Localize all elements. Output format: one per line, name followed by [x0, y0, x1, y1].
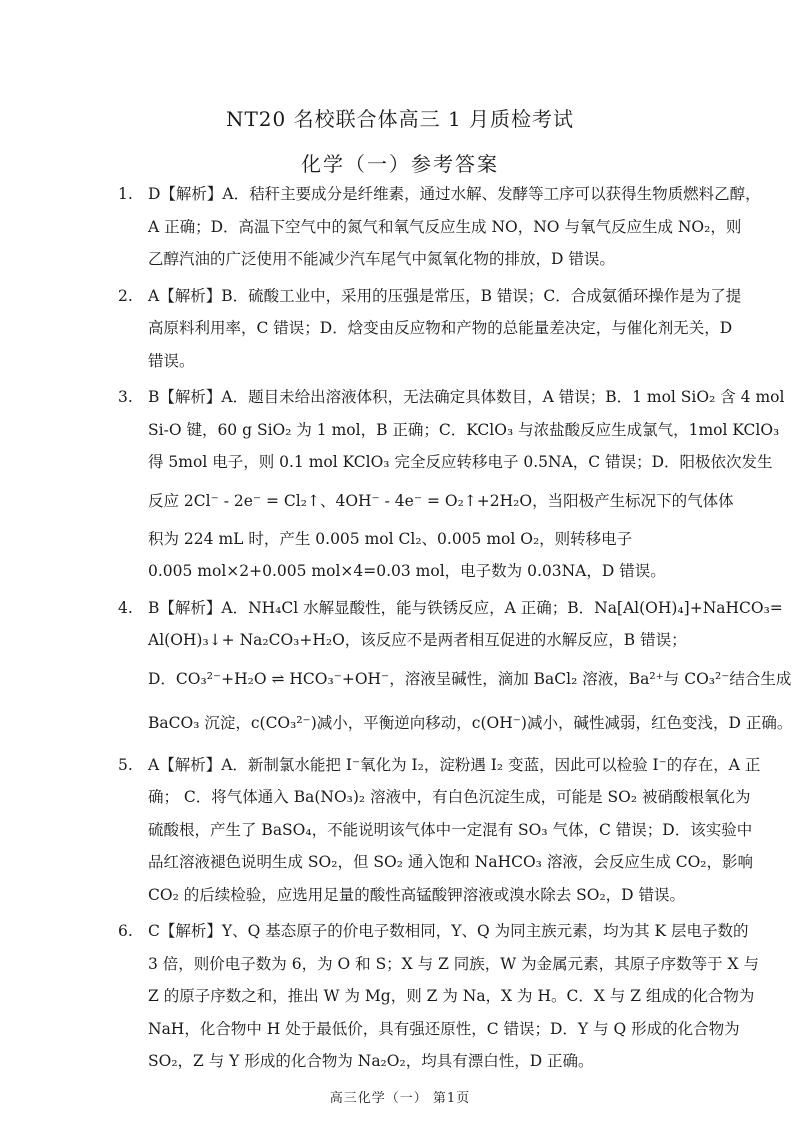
answer-line: BaCO₃ 沉淀，c(CO₃²⁻)减小，平衡逆向移动，c(OH⁻)减小，碱性减弱，红色变浅，D 正确。 — [148, 713, 793, 732]
answer-line: A 正确；D．高温下空气中的氮气和氧气反应生成 NO，NO 与氧气反应生成 NO₂，则 — [148, 217, 742, 236]
answer-item-3 — [118, 381, 785, 588]
answer-line: A【解析】B．硫酸工业中，采用的压强是常压，B 错误；C．合成氨循环操作是为了提 — [148, 286, 742, 305]
answer-item-2 — [118, 280, 742, 378]
answer-item-1 — [118, 178, 761, 276]
page-footer: 高三化学（一） 第1页 — [329, 1091, 471, 1106]
answer-line: C【解析】Y、Q 基态原子的价电子数相同，Y、Q 为同主族元素，均为其 K 层电子数的 — [148, 922, 749, 940]
answer-line: 高原料利用率，C 错误；D．焓变由反应物和产物的总能量差决定，与催化剂无关，D — [148, 319, 733, 337]
question-number: 4. — [118, 598, 133, 617]
answer-line: CO₂ 的后续检验，应选用足量的酸性高锰酸钾溶液或溴水除去 SO₂，D 错误。 — [148, 885, 686, 904]
answer-item-6 — [118, 915, 760, 1078]
answer-line: 0.005 mol×2+0.005 mol×4=0.03 mol，电子数为 0.03NA，D 错误。 — [148, 562, 666, 580]
answer-line: B【解析】A．NH₄Cl 水解显酸性，能与铁锈反应，A 正确；B．Na[Al(OH)₄]+NaHCO₃= — [148, 598, 783, 617]
answer-line: Al(OH)₃↓+ Na₂CO₃+H₂O，该反应不是两者相互促进的水解反应，B 错误； — [148, 631, 687, 649]
question-number: 5. — [118, 755, 133, 774]
answer-line: 硫酸根，产生了 BaSO₄，不能说明该气体中一定混有 SO₃ 气体，C 错误；D．该实验中 — [148, 820, 753, 839]
answer-line: 乙醇汽油的广泛使用不能减少汽车尾气中氮氧化物的排放，D 错误。 — [148, 250, 615, 268]
answer-equation-line: 反应 2Cl⁻ - 2e⁻ = Cl₂↑、4OH⁻ - 4e⁻ = O₂↑+2H₂O，当阳极产生标况下的气体体 — [148, 491, 734, 510]
answer-line: D【解析】A．秸秆主要成分是纤维素，通过水解、发酵等工序可以获得生物质燃料乙醇， — [148, 185, 761, 203]
question-number: 6. — [118, 922, 133, 940]
answer-line: NaH，化合物中 H 处于最低价，具有强还原性，C 错误；D．Y 与 Q 形成的化合物为 — [148, 1019, 740, 1038]
answer-equation-line: D．CO₃²⁻+H₂O ⇌ HCO₃⁻+OH⁻，溶液呈碱性，滴加 BaCl₂ 溶液，Ba²⁺与 CO₃²⁻结合生成 — [148, 669, 792, 688]
exam-title: NT20 名校联合体高三 1 月质检考试 — [225, 107, 575, 131]
question-number: 3. — [118, 388, 133, 406]
answer-line: 积为 224 mL 时，产生 0.005 mol Cl₂、0.005 mol O₂，则转移电子 — [148, 529, 633, 548]
answer-line: 错误。 — [148, 351, 195, 370]
answer-subtitle: 化学（一）参考答案 — [301, 152, 499, 176]
answer-line: 品红溶液褪色说明生成 SO₂，但 SO₂ 通入饱和 NaHCO₃ 溶液，会反应生成 CO₂，影响 — [148, 853, 754, 871]
answer-line: SO₂，Z 与 Y 形成的化合物为 Na₂O₂，均具有漂白性，D 正确。 — [148, 1052, 594, 1070]
answer-line: Si-O 键，60 g SiO₂ 为 1 mol，B 正确；C．KClO₃ 与浓盐酸反应生成氯气，1mol KClO₃ — [148, 420, 780, 439]
answer-line: 得 5mol 电子，则 0.1 mol KClO₃ 完全反应转移电子 0.5NA，C 错误；D．阳极依次发生 — [148, 453, 773, 471]
answer-item-5 — [118, 749, 761, 912]
question-number: 1. — [118, 185, 133, 203]
answer-line: A【解析】A．新制氯水能把 I⁻氧化为 I₂，淀粉遇 I₂ 变蓝，因此可以检验 I⁻的存在，A 正 — [148, 755, 761, 774]
answer-line: B【解析】A．题目未给出溶液体积，无法确定具体数目，A 错误；B．1 mol SiO₂ 含 4 mol — [148, 388, 785, 406]
question-number: 2. — [118, 286, 133, 305]
answers-list — [118, 178, 793, 1082]
answer-line: Z 的原子序数之和，推出 W 为 Mg，则 Z 为 Na，X 为 H。C．X 与 Z 组成的化合物为 — [148, 987, 755, 1005]
answer-line: 3 倍，则价电子数为 6，为 O 和 S；X 与 Z 同族，W 为金属元素，其原子序数等于 X 与 — [148, 954, 760, 973]
answer-line: 确； C．将气体通入 Ba(NO₃)₂ 溶液中，有白色沉淀生成，可能是 SO₂ 被硝酸根氧化为 — [148, 788, 751, 806]
answer-item-4 — [118, 592, 793, 745]
